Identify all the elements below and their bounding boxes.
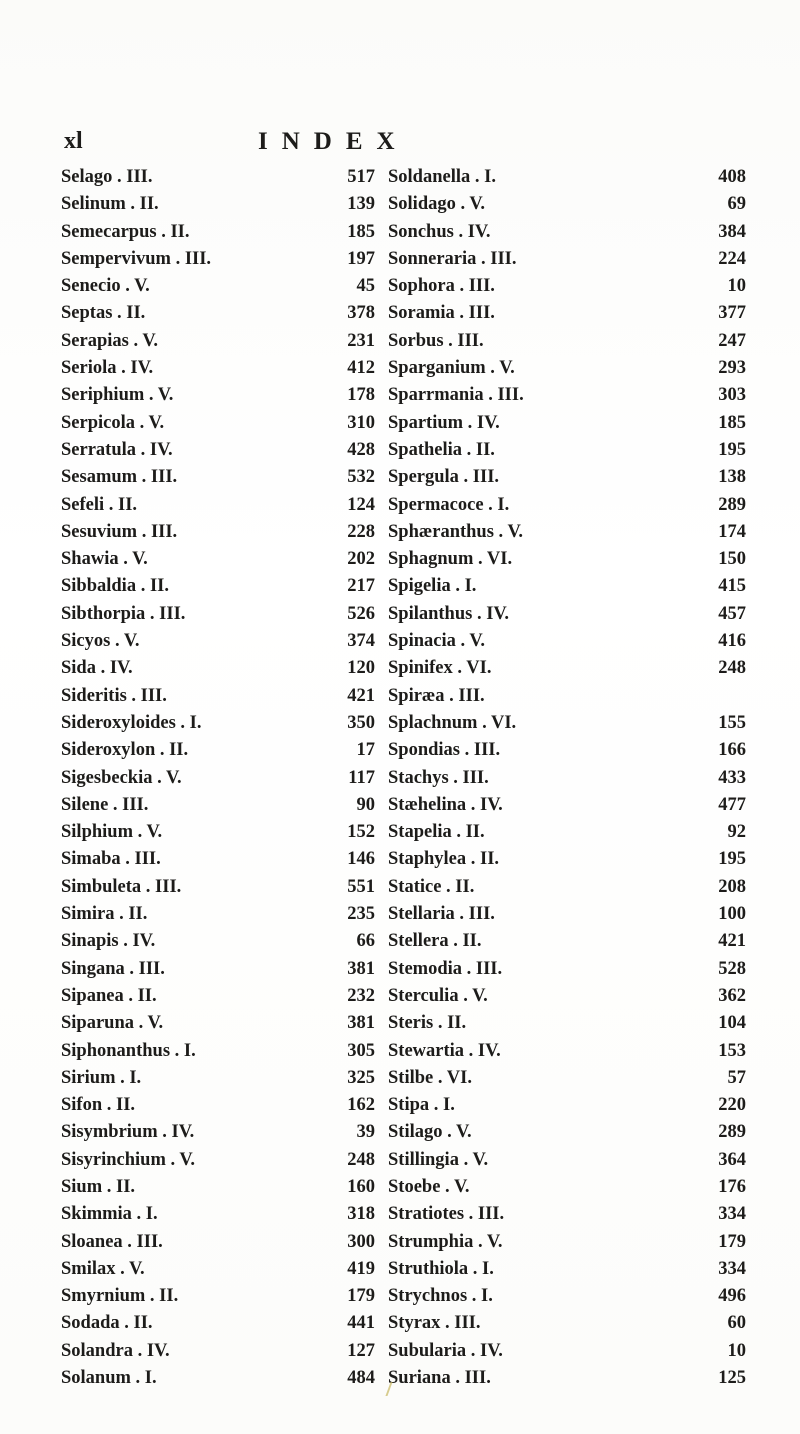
index-entry — [388, 573, 746, 600]
entry-page-number: 166 — [718, 740, 746, 761]
index-entry — [61, 683, 396, 710]
index-column-right — [388, 164, 746, 1392]
index-entry — [388, 300, 746, 327]
index-entry — [388, 1365, 746, 1392]
index-entry — [388, 437, 746, 464]
entry-name: Sifon . II. — [61, 1095, 136, 1116]
index-entry — [61, 1229, 396, 1256]
entry-page-number: 421 — [347, 685, 375, 706]
entry-name: Spigelia . I. — [388, 576, 477, 597]
index-entry — [388, 1283, 746, 1310]
index-entry — [61, 1147, 396, 1174]
entry-page-number: 174 — [718, 521, 746, 542]
index-entry — [61, 273, 396, 300]
entry-name: Simira . II. — [61, 904, 148, 925]
entry-name: Sinapis . IV. — [61, 931, 156, 952]
entry-name: Stillingia . V. — [388, 1149, 489, 1170]
index-entry — [61, 846, 396, 873]
entry-page-number: 178 — [347, 385, 375, 406]
entry-name: Sideritis . III. — [61, 685, 167, 706]
index-entry — [388, 655, 746, 682]
index-entry — [61, 546, 396, 573]
entry-page-number: 146 — [347, 849, 375, 870]
index-entry — [61, 1310, 396, 1337]
index-entry — [388, 601, 746, 628]
entry-name: Simaba . III. — [61, 849, 161, 870]
index-entry — [388, 546, 746, 573]
index-entry — [61, 1038, 396, 1065]
entry-name: Sesuvium . III. — [61, 521, 178, 542]
entry-page-number: 69 — [727, 194, 746, 215]
entry-name: Struthiola . I. — [388, 1258, 494, 1279]
entry-name: Styrax . III. — [388, 1313, 481, 1334]
entry-page-number: 551 — [347, 876, 375, 897]
entry-page-number: 310 — [347, 412, 375, 433]
entry-name: Spermacoce . I. — [388, 494, 510, 515]
entry-name: Stilago . V. — [388, 1122, 472, 1143]
entry-page-number: 334 — [718, 1204, 746, 1225]
index-entry — [61, 1338, 396, 1365]
entry-page-number: 90 — [356, 794, 375, 815]
index-entry — [388, 819, 746, 846]
entry-page-number: 104 — [718, 1013, 746, 1034]
entry-page-number: 235 — [347, 904, 375, 925]
index-entry — [61, 410, 396, 437]
index-entry — [388, 1147, 746, 1174]
index-entry — [61, 901, 396, 928]
entry-page-number: 496 — [718, 1286, 746, 1307]
entry-page-number: 305 — [347, 1040, 375, 1061]
entry-page-number: 179 — [347, 1286, 375, 1307]
index-entry — [388, 519, 746, 546]
entry-name: Subularia . IV. — [388, 1340, 503, 1361]
entry-page-number: 248 — [347, 1149, 375, 1170]
entry-page-number: 125 — [718, 1368, 746, 1389]
entry-page-number: 419 — [347, 1258, 375, 1279]
entry-name: Smyrnium . II. — [61, 1286, 179, 1307]
entry-name: Sefeli . II. — [61, 494, 138, 515]
running-title: INDEX — [258, 128, 409, 155]
index-entry — [388, 355, 746, 382]
entry-name: Sterculia . V. — [388, 985, 488, 1006]
entry-name: Strychnos . I. — [388, 1286, 493, 1307]
entry-name: Sicyos . V. — [61, 631, 140, 652]
entry-name: Statice . II. — [388, 876, 475, 897]
entry-name: Smilax . V. — [61, 1258, 145, 1279]
index-entry — [388, 1256, 746, 1283]
index-entry — [61, 300, 396, 327]
index-entry — [388, 164, 746, 191]
entry-page-number: 208 — [718, 876, 746, 897]
index-entry — [388, 191, 746, 218]
entry-page-number: 162 — [347, 1095, 375, 1116]
entry-page-number: 532 — [347, 467, 375, 488]
entry-name: Sparrmania . III. — [388, 385, 524, 406]
entry-page-number: 528 — [718, 958, 746, 979]
entry-name: Sphagnum . VI. — [388, 549, 513, 570]
entry-name: Sorbus . III. — [388, 330, 484, 351]
index-entry — [61, 573, 396, 600]
entry-page-number: 66 — [356, 931, 375, 952]
entry-name: Suriana . III. — [388, 1368, 491, 1389]
entry-page-number: 526 — [347, 603, 375, 624]
index-entry — [388, 464, 746, 491]
index-entry — [388, 792, 746, 819]
entry-name: Spondias . III. — [388, 740, 501, 761]
entry-name: Sibthorpia . III. — [61, 603, 186, 624]
entry-page-number: 202 — [347, 549, 375, 570]
entry-page-number: 477 — [718, 794, 746, 815]
entry-page-number: 195 — [718, 849, 746, 870]
index-entry — [388, 1092, 746, 1119]
index-entry — [61, 1365, 396, 1392]
entry-page-number: 441 — [347, 1313, 375, 1334]
index-entry — [61, 464, 396, 491]
index-entry — [388, 219, 746, 246]
entry-name: Sparganium . V. — [388, 358, 515, 379]
entry-page-number: 57 — [727, 1067, 746, 1088]
entry-name: Sonchus . IV. — [388, 221, 491, 242]
entry-name: Sophora . III. — [388, 276, 495, 297]
entry-name: Sisyrinchium . V. — [61, 1149, 195, 1170]
index-entry — [61, 1283, 396, 1310]
entry-page-number: 224 — [718, 248, 746, 269]
entry-page-number: 318 — [347, 1204, 375, 1225]
entry-name: Skimmia . I. — [61, 1204, 158, 1225]
entry-page-number: 362 — [718, 985, 746, 1006]
index-entry — [388, 410, 746, 437]
index-entry — [61, 1201, 396, 1228]
entry-page-number: 517 — [347, 167, 375, 187]
entry-name: Spiræa . III. — [388, 685, 485, 706]
entry-name: Shawia . V. — [61, 549, 148, 570]
entry-name: Spathelia . II. — [388, 439, 495, 460]
entry-page-number: 10 — [727, 1340, 746, 1361]
entry-page-number: 247 — [718, 330, 746, 351]
entry-page-number: 484 — [347, 1368, 375, 1389]
entry-name: Semecarpus . II. — [61, 221, 190, 242]
entry-page-number: 457 — [718, 603, 746, 624]
entry-name: Stipa . I. — [388, 1095, 455, 1116]
index-entry — [388, 956, 746, 983]
entry-page-number: 176 — [718, 1176, 746, 1197]
entry-name: Silphium . V. — [61, 822, 163, 843]
entry-page-number: 300 — [347, 1231, 375, 1252]
entry-name: Stæhelina . IV. — [388, 794, 503, 815]
entry-name: Siparuna . V. — [61, 1013, 164, 1034]
entry-name: Sesamum . III. — [61, 467, 178, 488]
entry-page-number: 381 — [347, 1013, 375, 1034]
entry-name: Sium . II. — [61, 1176, 136, 1197]
index-entry — [61, 1065, 396, 1092]
index-entry — [388, 737, 746, 764]
entry-name: Stachys . III. — [388, 767, 489, 788]
index-entry — [61, 437, 396, 464]
index-entry — [388, 1010, 746, 1037]
entry-name: Stewartia . IV. — [388, 1040, 501, 1061]
entry-name: Sideroxyloides . I. — [61, 712, 202, 733]
index-entry — [388, 1065, 746, 1092]
index-entry — [61, 191, 396, 218]
entry-name: Sigesbeckia . V. — [61, 767, 182, 788]
index-entry — [61, 792, 396, 819]
index-entry — [61, 628, 396, 655]
entry-name: Staphylea . II. — [388, 849, 500, 870]
index-entry — [388, 683, 746, 710]
index-entry — [388, 1119, 746, 1146]
index-entry — [388, 1038, 746, 1065]
entry-page-number: 10 — [727, 276, 746, 297]
page-folio: xl — [64, 128, 83, 154]
entry-page-number: 248 — [718, 658, 746, 679]
entry-page-number: 293 — [718, 358, 746, 379]
index-entry — [61, 246, 396, 273]
index-entry — [61, 219, 396, 246]
entry-page-number: 155 — [718, 712, 746, 733]
entry-name: Sida . IV. — [61, 658, 133, 679]
index-entry — [61, 1010, 396, 1037]
entry-page-number: 232 — [347, 985, 375, 1006]
index-entry — [388, 1338, 746, 1365]
entry-page-number: 231 — [347, 330, 375, 351]
entry-page-number: 377 — [718, 303, 746, 324]
index-entry — [61, 956, 396, 983]
entry-page-number: 325 — [347, 1067, 375, 1088]
entry-name: Selinum . II. — [61, 194, 159, 215]
index-entry — [388, 273, 746, 300]
entry-name: Stemodia . III. — [388, 958, 503, 979]
entry-name: Seriphium . V. — [61, 385, 174, 406]
entry-page-number: 92 — [727, 822, 746, 843]
entry-name: Solidago . V. — [388, 194, 485, 215]
entry-name: Soldanella . I. — [388, 167, 496, 187]
entry-page-number: 124 — [347, 494, 375, 515]
entry-page-number: 334 — [718, 1258, 746, 1279]
entry-name: Spartium . IV. — [388, 412, 500, 433]
index-entry — [61, 1119, 396, 1146]
entry-name: Solanum . I. — [61, 1368, 157, 1389]
entry-page-number: 289 — [718, 1122, 746, 1143]
entry-name: Singana . III. — [61, 958, 165, 979]
entry-page-number: 428 — [347, 439, 375, 460]
entry-page-number: 415 — [718, 576, 746, 597]
entry-page-number: 127 — [347, 1340, 375, 1361]
entry-name: Sipanea . II. — [61, 985, 157, 1006]
index-entry — [388, 928, 746, 955]
entry-page-number: 60 — [727, 1313, 746, 1334]
entry-name: Spilanthus . IV. — [388, 603, 510, 624]
entry-name: Sisymbrium . IV. — [61, 1122, 195, 1143]
entry-name: Steris . II. — [388, 1013, 467, 1034]
index-entry — [61, 355, 396, 382]
index-entry — [61, 328, 396, 355]
entry-name: Spergula . III. — [388, 467, 500, 488]
entry-page-number: 378 — [347, 303, 375, 324]
entry-page-number: 152 — [347, 822, 375, 843]
index-entry — [61, 164, 396, 191]
entry-name: Sirium . I. — [61, 1067, 142, 1088]
entry-name: Stellera . II. — [388, 931, 482, 952]
index-entry — [388, 328, 746, 355]
entry-page-number: 421 — [718, 931, 746, 952]
index-entry — [61, 819, 396, 846]
entry-page-number: 364 — [718, 1149, 746, 1170]
index-entry — [61, 874, 396, 901]
entry-page-number: 374 — [347, 631, 375, 652]
index-entry — [388, 492, 746, 519]
index-entry — [388, 246, 746, 273]
entry-page-number: 120 — [347, 658, 375, 679]
index-entry — [388, 1174, 746, 1201]
entry-name: Serpicola . V. — [61, 412, 165, 433]
entry-page-number: 384 — [718, 221, 746, 242]
entry-name: Soramia . III. — [388, 303, 495, 324]
index-entry — [61, 655, 396, 682]
entry-name: Silene . III. — [61, 794, 149, 815]
entry-page-number: 228 — [347, 521, 375, 542]
entry-name: Strumphia . V. — [388, 1231, 503, 1252]
entry-name: Spinacia . V. — [388, 631, 485, 652]
entry-name: Sloanea . III. — [61, 1231, 163, 1252]
entry-page-number: 289 — [718, 494, 746, 515]
entry-page-number: 433 — [718, 767, 746, 788]
index-entry — [61, 928, 396, 955]
entry-name: Siphonanthus . I. — [61, 1040, 196, 1061]
entry-name: Stratiotes . III. — [388, 1204, 505, 1225]
entry-name: Sodada . II. — [61, 1313, 153, 1334]
index-entry — [61, 710, 396, 737]
entry-page-number: 45 — [356, 276, 375, 297]
index-entry — [61, 519, 396, 546]
entry-name: Selago . III. — [61, 167, 153, 187]
entry-page-number: 416 — [718, 631, 746, 652]
index-entry — [61, 737, 396, 764]
entry-page-number: 220 — [718, 1095, 746, 1116]
entry-page-number: 408 — [718, 167, 746, 187]
index-entry — [388, 901, 746, 928]
entry-name: Sonneraria . III. — [388, 248, 517, 269]
entry-page-number: 350 — [347, 712, 375, 733]
entry-page-number: 303 — [718, 385, 746, 406]
index-column-left — [61, 164, 396, 1392]
index-entry — [388, 1310, 746, 1337]
index-entry — [61, 1256, 396, 1283]
index-entry — [388, 382, 746, 409]
entry-name: Solandra . IV. — [61, 1340, 170, 1361]
entry-page-number: 185 — [718, 412, 746, 433]
entry-name: Septas . II. — [61, 303, 146, 324]
entry-page-number: 412 — [347, 358, 375, 379]
entry-page-number: 17 — [356, 740, 375, 761]
index-entry — [388, 710, 746, 737]
index-entry — [388, 628, 746, 655]
entry-page-number: 139 — [347, 194, 375, 215]
entry-page-number: 150 — [718, 549, 746, 570]
entry-name: Stapelia . II. — [388, 822, 485, 843]
entry-page-number: 117 — [348, 767, 375, 788]
index-entry — [61, 765, 396, 792]
index-entry — [388, 846, 746, 873]
entry-page-number: 197 — [347, 248, 375, 269]
index-entry — [388, 1201, 746, 1228]
index-entry — [388, 874, 746, 901]
entry-page-number: 100 — [718, 904, 746, 925]
entry-page-number: 185 — [347, 221, 375, 242]
entry-name: Senecio . V. — [61, 276, 150, 297]
entry-name: Serratula . IV. — [61, 439, 173, 460]
entry-page-number: 381 — [347, 958, 375, 979]
entry-name: Stoebe . V. — [388, 1176, 470, 1197]
entry-page-number: 217 — [347, 576, 375, 597]
entry-name: Stilbe . VI. — [388, 1067, 472, 1088]
entry-name: Sibbaldia . II. — [61, 576, 169, 597]
index-entry — [61, 983, 396, 1010]
index-entry — [388, 983, 746, 1010]
index-entry — [61, 492, 396, 519]
entry-name: Seriola . IV. — [61, 358, 154, 379]
index-entry — [61, 382, 396, 409]
index-entry — [61, 1092, 396, 1119]
page-header — [0, 128, 800, 162]
entry-name: Spinifex . VI. — [388, 658, 492, 679]
index-entry — [388, 1229, 746, 1256]
entry-name: Sideroxylon . II. — [61, 740, 189, 761]
index-entry — [61, 601, 396, 628]
entry-page-number: 39 — [356, 1122, 375, 1143]
entry-page-number: 138 — [718, 467, 746, 488]
entry-name: Simbuleta . III. — [61, 876, 182, 897]
entry-name: Sempervivum . III. — [61, 248, 212, 269]
index-entry — [61, 1174, 396, 1201]
entry-name: Splachnum . VI. — [388, 712, 517, 733]
entry-name: Sphæranthus . V. — [388, 521, 524, 542]
index-entry — [388, 765, 746, 792]
entry-name: Stellaria . III. — [388, 904, 495, 925]
entry-name: Serapias . V. — [61, 330, 158, 351]
entry-page-number: 195 — [718, 439, 746, 460]
entry-page-number: 179 — [718, 1231, 746, 1252]
entry-page-number: 153 — [718, 1040, 746, 1061]
entry-page-number: 160 — [347, 1176, 375, 1197]
